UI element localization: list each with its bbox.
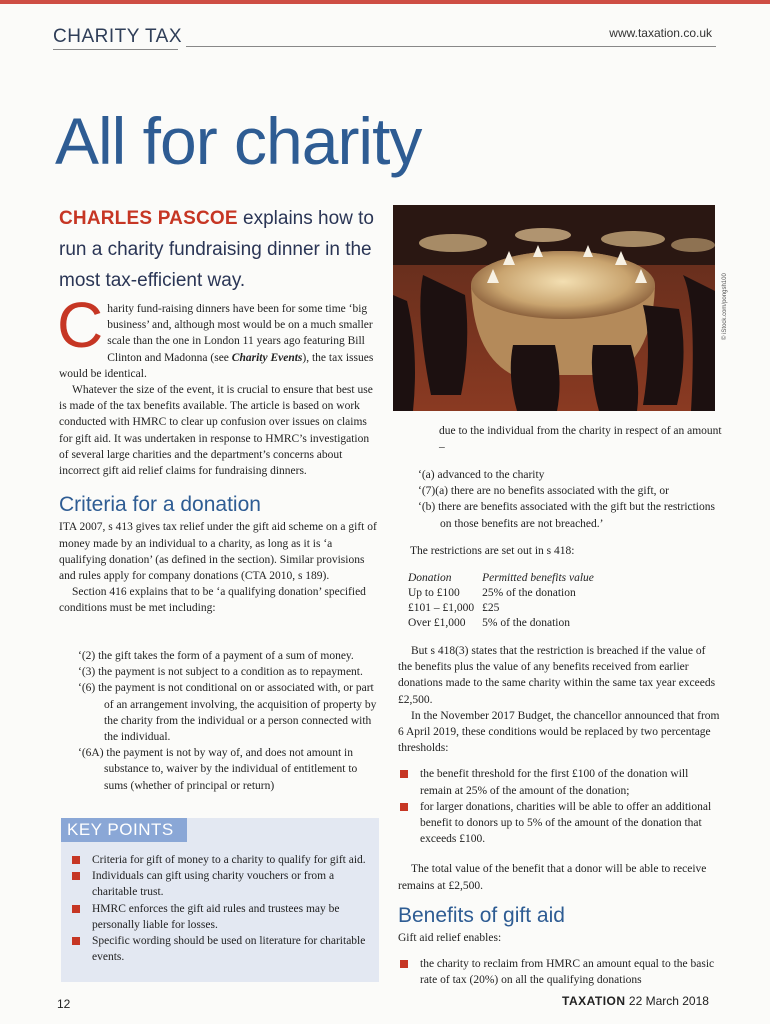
key-points-heading: KEY POINTS xyxy=(61,818,187,842)
table-row xyxy=(408,586,602,601)
site-url[interactable]: www.taxation.co.uk xyxy=(609,26,712,40)
key-points-list xyxy=(70,852,366,965)
column-header: Permitted benefits value xyxy=(482,572,594,584)
restrictions-table xyxy=(408,571,602,631)
list-item: ‘(6) the payment is not conditional on or associated with, or part of an arrangement involving, the acquisition of property by the charity from the individual or a person connected with the individual. xyxy=(78,682,377,744)
benefits-intro: Gift aid relief enables: xyxy=(398,932,502,945)
breach-paragraph: But s 418(3) states that the restriction is breached if the value of the benefits plus the value of any benefits received from earlier donations made to the same charity within the same tax year exceeds £2,500. xyxy=(398,645,716,706)
bullet-square-icon xyxy=(400,960,408,968)
photo-credit: © iStock.com/pongsh100 xyxy=(722,273,728,340)
standfirst xyxy=(59,203,389,296)
list-item: ‘(7)(a) there are no benefits associated with the gift, or xyxy=(418,485,669,498)
drop-cap: C xyxy=(57,289,104,361)
bullet-square-icon xyxy=(72,937,80,945)
criteria-paragraph-1: ITA 2007, s 413 gives tax relief under the gift aid scheme on a gift of money made by an individual to a charity, as long as it is ‘a qualifying donation’ (as defined in the section). Similar provisions and rules apply for company donations (CTA 2010, s 189). xyxy=(59,521,377,583)
benefits-heading: Benefits of gift aid xyxy=(398,903,565,927)
right-body xyxy=(398,643,720,989)
list-item: ‘(2) the gift takes the form of a payment of a sum of money. xyxy=(78,650,354,662)
issue-date: 22 March 2018 xyxy=(628,994,709,1008)
criteria-paragraph-2: Section 416 explains that to be ‘a qualifying donation’ specified conditions must be met including: xyxy=(59,586,366,615)
criteria-heading: Criteria for a donation xyxy=(59,493,261,517)
table-cell: Over £1,000 xyxy=(408,617,466,629)
table-row xyxy=(408,616,602,631)
threshold-bullet: for larger donations, charities will be able to offer an additional benefit to donors up to 5% of the amount of the donation that exceeds £100. xyxy=(398,799,720,848)
article-title: All for charity xyxy=(55,104,422,178)
threshold-bullet: the benefit threshold for the first £100 of the donation will remain at 25% of the amount of the donation; xyxy=(398,766,720,798)
bullet-square-icon xyxy=(72,905,80,913)
key-point: Criteria for gift of money to a charity to qualify for gift aid. xyxy=(70,852,366,868)
subitems-list xyxy=(418,467,718,532)
table-cell: 25% of the donation xyxy=(482,587,576,599)
bullet-square-icon xyxy=(72,856,80,864)
page-number: 12 xyxy=(57,997,71,1011)
section-label: CHARITY TAX xyxy=(53,26,183,47)
cross-reference: Charity Events xyxy=(231,351,303,364)
intro-text xyxy=(57,289,379,617)
restrictions-intro: The restrictions are set out in s 418: xyxy=(410,545,575,557)
budget-paragraph: In the November 2017 Budget, the chancellor announced that from 6 April 2019, these conditions would be replaced by two percentage thresholds: xyxy=(398,709,720,755)
bullet-square-icon xyxy=(400,803,408,811)
key-point: Specific wording should be used on literature for charitable events. xyxy=(70,933,366,965)
key-point: Individuals can gift using charity vouchers or from a charitable trust. xyxy=(70,868,366,900)
continuation-text: due to the individual from the charity in respect of an amount – xyxy=(439,425,722,454)
header-rule xyxy=(186,46,716,47)
table-cell: 5% of the donation xyxy=(482,617,570,629)
bullet-square-icon xyxy=(400,770,408,778)
benefits-bullet: the charity to reclaim from HMRC an amount equal to the basic rate of tax (20%) on all the qualifying donations xyxy=(398,956,720,988)
list-item: ‘(3) the payment is not subject to a condition as to repayment. xyxy=(78,666,363,679)
table-cell: £101 – £1,000 xyxy=(408,602,475,614)
standfirst-text: explains how to run a charity fundraising dinner in the most tax-efficient way. xyxy=(59,208,374,291)
list-item: ‘(a) advanced to the charity xyxy=(418,469,545,481)
table-row xyxy=(408,601,602,616)
key-point: HMRC enforces the gift aid rules and trustees may be personally liable for losses. xyxy=(70,901,366,933)
column-header: Donation xyxy=(408,572,452,584)
total-paragraph: The total value of the benefit that a donor will be able to receive remains at £2,500. xyxy=(398,863,707,892)
banquet-photo xyxy=(393,205,715,411)
intro-paragraph-2: Whatever the size of the event, it is crucial to ensure that best use is made of the tax benefits available. The article is based on work conducted with HMRC to clear up confusion over issues on claims for gift aid. It was undertaken in response to HMRC’s investigation of several large charities and the department’s concerns about incorrect gift aid relief claims for fundraising dinners. xyxy=(59,384,373,478)
table-cell: Up to £100 xyxy=(408,587,460,599)
list-item: ‘(b) there are benefits associated with the gift but the restrictions on those benefits are not breached.’ xyxy=(418,501,715,530)
banquet-illustration xyxy=(393,205,715,411)
list-item: ‘(6A) the payment is not by way of, and does not amount in substance to, waiver by the individual of entitlement to sums (whether of principal or return) xyxy=(78,747,358,792)
publication-name: TAXATION xyxy=(562,994,626,1008)
statutory-conditions-list xyxy=(78,648,378,794)
author-name: CHARLES PASCOE xyxy=(59,208,238,229)
table-header-row xyxy=(408,571,602,586)
table-cell: £25 xyxy=(482,602,500,614)
top-red-rule xyxy=(0,0,770,4)
footer-masthead xyxy=(562,994,709,1008)
header-rule-left xyxy=(53,49,178,50)
bullet-square-icon xyxy=(72,872,80,880)
intro-paragraph-1: harity fund-raising dinners have been for some time ‘big business’ and, although most would be on a much smaller scale than the one in London 11 years ago featuring Bill Clinton and Madonna (see Charity Events), the tax issues would be identical. xyxy=(59,303,374,380)
